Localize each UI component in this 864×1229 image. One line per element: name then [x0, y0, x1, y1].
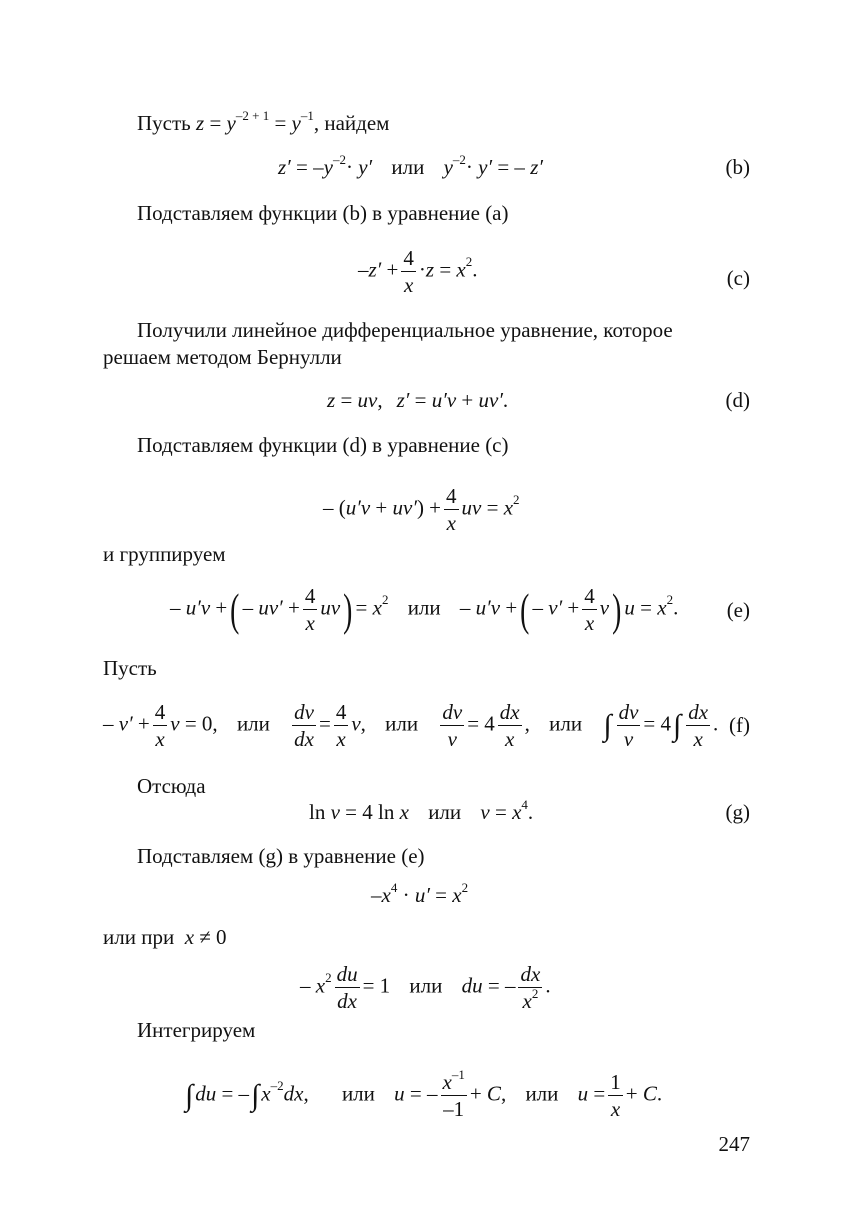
equation-g: ln v = 4 ln x или $v = x^4$. [309, 797, 534, 824]
equation-substitution: – (u′v + uv′) + $\frac{4}{x}$ uv = $x^2$ [323, 484, 520, 535]
equation-c: –z′ + $\frac{4}{x}$ $\cdot z = x^2$. [358, 246, 478, 297]
text-line: или при x ≠ 0 [103, 925, 227, 949]
equation-label-d: (d) [725, 388, 750, 412]
page-number: 247 [718, 1132, 750, 1156]
equation-label-b: (b) [725, 155, 750, 179]
equation-e: – u′v +( – uv′ + $\frac{4}{x}$ $uv) = x^2$ или – u′v +( – v′ + $\frac{4}{x}$ v) $u = x^2$. [170, 583, 679, 635]
text-line: Подставляем (g) в уравнение (е) [137, 844, 425, 868]
text-line: Подставляем функции (d) в уравнение (с) [137, 433, 509, 457]
equation-x4: $-x^4 \cdot u' = x^2$ [371, 880, 469, 907]
equation-label-e: (e) [726, 598, 750, 622]
equation-integral: $\int du = -\int x^{-2}dx$, или u = – $\frac{x^{-1}}{-1}$ + C, или u = $\frac{1}{x}$ + C. [185, 1067, 663, 1121]
equation-b: $z' = -y^{-2}\cdot y'$ или $y^{-2}\cdot y'$ = – z′ [278, 152, 543, 179]
equation-label-c: (c) [726, 266, 750, 290]
text-line: Пусть $z = y^{-2 + 1} = y^{-1}$, найдем [137, 108, 390, 135]
equation-label-f: (f) [729, 713, 750, 737]
equation-f: – v′ + $\frac{4}{x}$ v = 0, или $\frac{dv}{dx}$ = $\frac{4}{x}$ v, или $\frac{dv}{v}$ = 4 $\frac{dx}{x}$ , или ∫ $\frac{dv}{v}$ = 4∫ $\frac{dx}{x}$ . [103, 700, 719, 751]
text-line: Отсюда [137, 774, 206, 798]
equation-du: – $x^2$ $\frac{du}{dx}$ = 1 или du = – $\frac{dx}{x^2}$ . [300, 962, 551, 1013]
text-line: Подставляем функции (b) в уравнение (a) [137, 201, 509, 225]
text-line: решаем методом Бернулли [103, 345, 342, 369]
text-line: Получили линейное дифференциальное уравнение, которое [137, 318, 673, 342]
text-line: и группируем [103, 542, 226, 566]
equation-label-g: (g) [725, 800, 750, 824]
equation-d: z = uv, z′ = u′v + uv′. [327, 388, 509, 412]
text-line: Пусть [103, 656, 157, 680]
text-line: Интегрируем [137, 1018, 256, 1042]
